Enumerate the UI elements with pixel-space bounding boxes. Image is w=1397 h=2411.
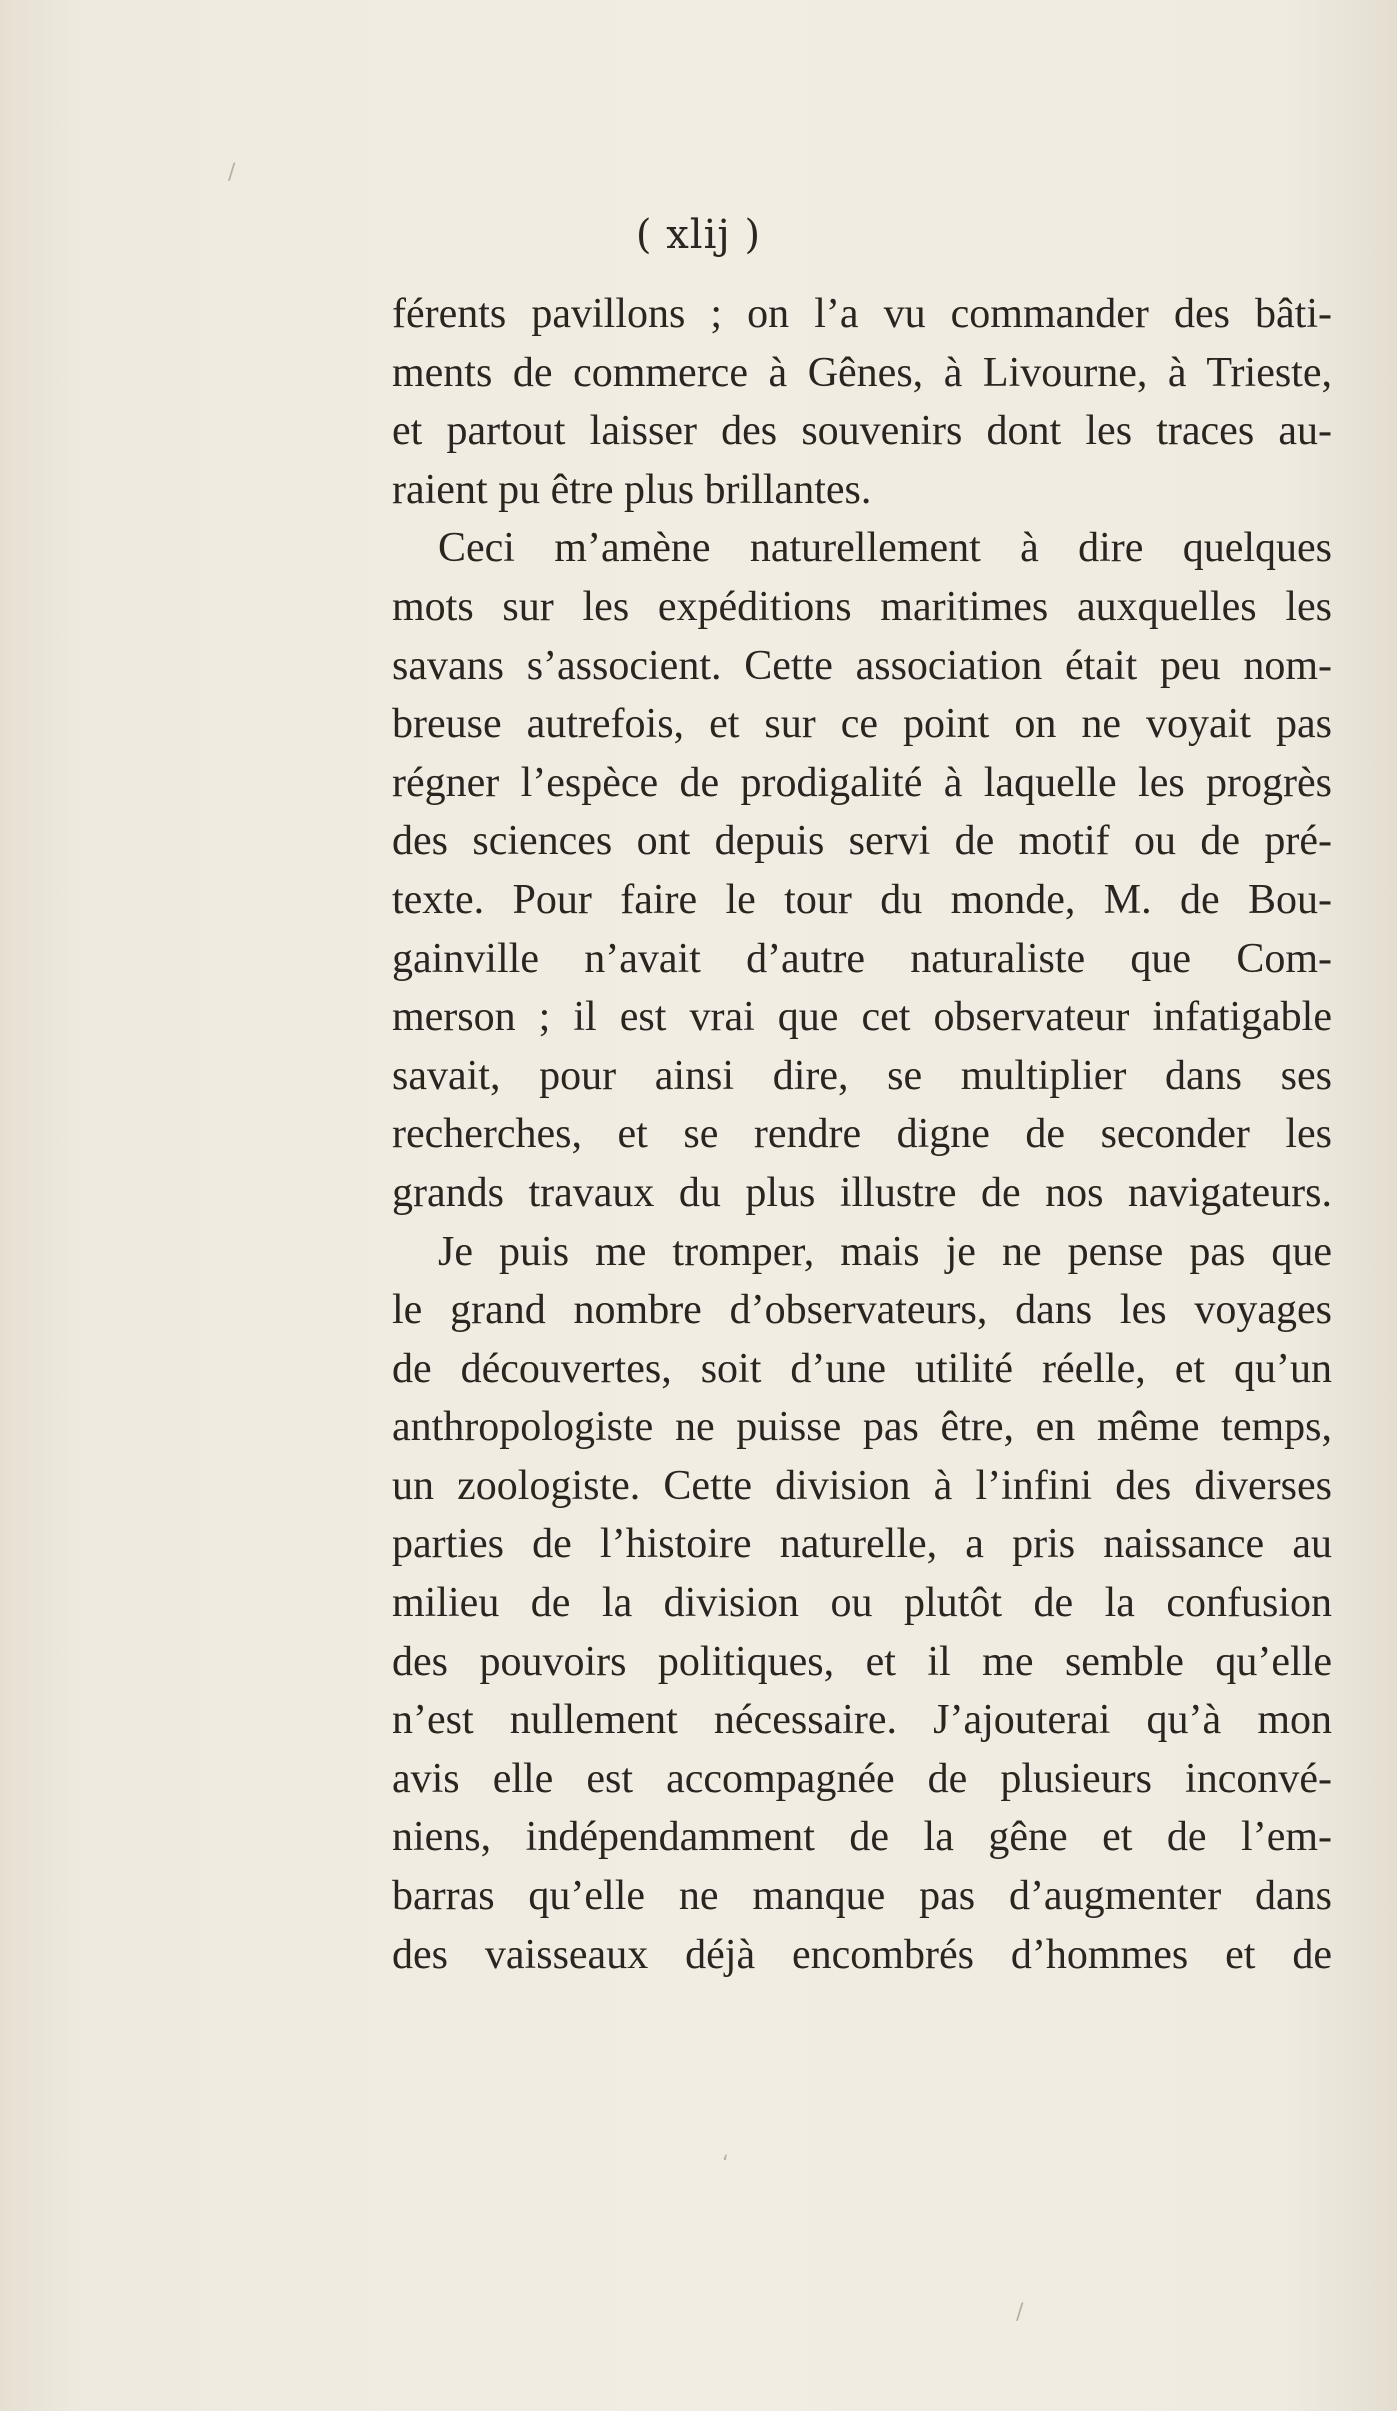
text-line: mots sur les expéditions maritimes auxquelles les: [392, 583, 1332, 630]
text-line: niens, indépendamment de la gêne et de l’em-: [392, 1814, 1332, 1861]
text-line: savait, pour ainsi dire, se multiplier dans ses: [392, 1052, 1332, 1099]
text-line: raient pu être plus brillantes.: [392, 466, 872, 513]
text-line: le grand nombre d’observateurs, dans les voyages: [392, 1287, 1332, 1334]
text-line: et partout laisser des souvenirs dont les traces au-: [392, 408, 1332, 455]
text-line: férents pavillons ; on l’a vu commander des bâti-: [392, 291, 1332, 337]
text-line: recherches, et se rendre digne de seconder les: [392, 1111, 1332, 1158]
body-text: [392, 285, 1332, 1984]
text-line: parties de l’histoire naturelle, a pris naissance au: [392, 1521, 1332, 1568]
text-line: n’est nullement nécessaire. J’ajouterai qu’à mon: [392, 1697, 1332, 1744]
text-line: breuse autrefois, et sur ce point on ne voyait pas: [392, 701, 1332, 748]
text-line: ments de commerce à Gênes, à Livourne, à Trieste,: [392, 349, 1332, 396]
text-line: grands travaux du plus illustre de nos navigateurs.: [392, 1169, 1332, 1216]
text-line: milieu de la division ou plutôt de la confusion: [392, 1580, 1332, 1627]
paper-speck: ‘: [722, 2152, 729, 2177]
text-line: régner l’espèce de prodigalité à laquelle les progrès: [392, 759, 1332, 806]
paper-speck: /: [1016, 2300, 1024, 2325]
text-line: Je puis me tromper, mais je ne pense pas que: [438, 1228, 1332, 1275]
text-line: texte. Pour faire le tour du monde, M. de Bou-: [392, 876, 1332, 923]
text-line: barras qu’elle ne manque pas d’augmenter dans: [392, 1873, 1332, 1920]
text-line: merson ; il est vrai que cet observateur infatigable: [392, 994, 1332, 1041]
paper-speck: /: [228, 160, 236, 185]
text-line: Ceci m’amène naturellement à dire quelques: [438, 525, 1332, 572]
text-line: savans s’associent. Cette association était peu nom-: [392, 642, 1332, 689]
text-line: avis elle est accompagnée de plusieurs inconvé-: [392, 1755, 1332, 1802]
text-line: des sciences ont depuis servi de motif ou de pré-: [392, 818, 1332, 865]
text-line: de découvertes, soit d’une utilité réelle, et qu’un: [392, 1345, 1332, 1392]
text-line: des vaisseaux déjà encombrés d’hommes et de: [392, 1931, 1332, 1978]
page-number-header: ( xlij ): [635, 212, 762, 258]
text-line: un zoologiste. Cette division à l’infini des diverses: [392, 1462, 1332, 1509]
text-line: anthropologiste ne puisse pas être, en même temps,: [392, 1404, 1332, 1451]
text-line: des pouvoirs politiques, et il me semble qu’elle: [392, 1638, 1332, 1685]
text-line: gainville n’avait d’autre naturaliste que Com-: [392, 935, 1332, 982]
